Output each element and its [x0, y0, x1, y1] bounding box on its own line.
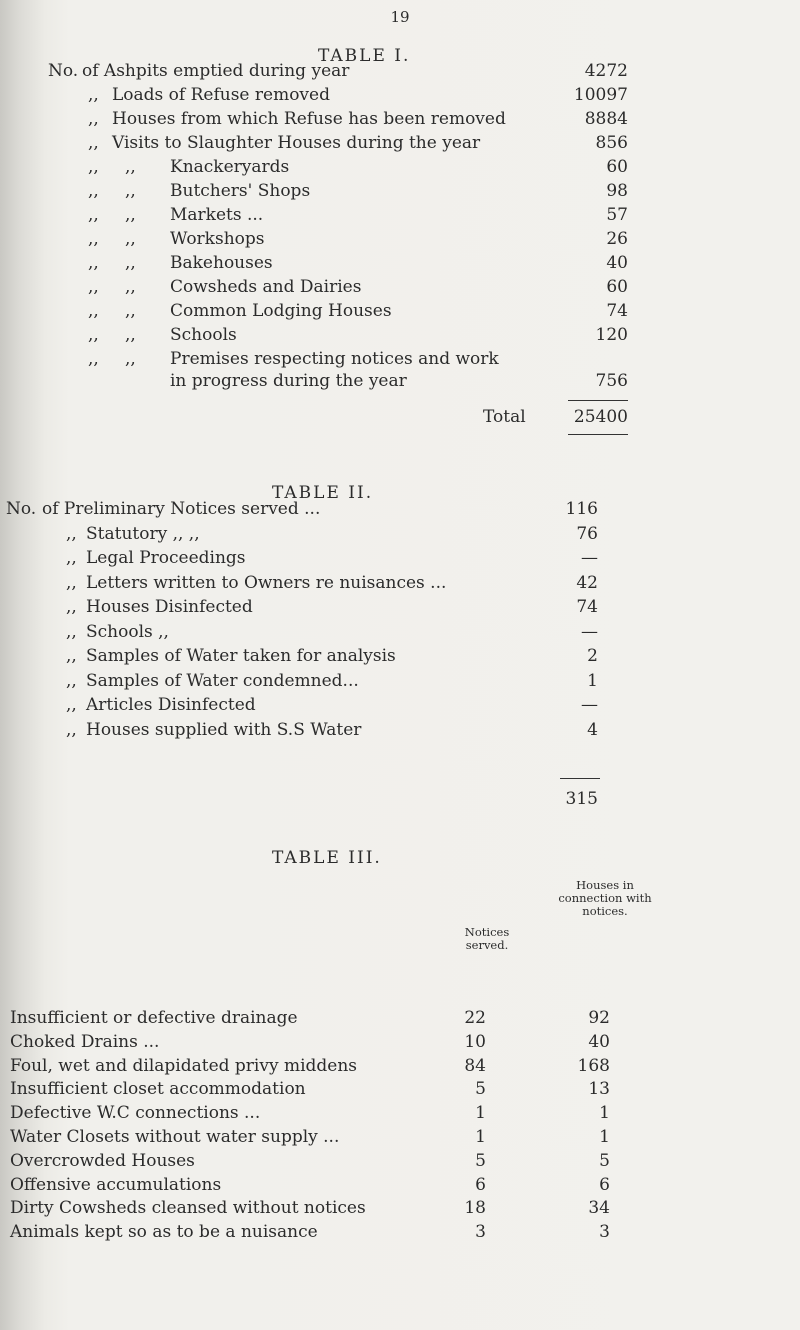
table3-row: [0, 1102, 800, 1126]
table1-row: [0, 370, 800, 394]
row-prefix: ,,: [88, 205, 99, 225]
table1-rule-bottom: [568, 434, 628, 435]
row-value: —: [581, 695, 598, 715]
table2-row: [0, 645, 800, 669]
row-label: of Ashpits emptied during year: [82, 61, 350, 81]
row-prefix-2: ,,: [125, 157, 136, 177]
row-prefix-2: ,,: [125, 349, 136, 369]
table2-row: [0, 523, 800, 547]
row-prefix: ,,: [88, 229, 99, 249]
row-prefix-2: ,,: [125, 253, 136, 273]
row-label: Choked Drains ...: [10, 1031, 160, 1052]
table2-row: [0, 596, 800, 620]
row-label: Dirty Cowsheds cleansed without notices: [10, 1198, 366, 1219]
row-value: 60: [606, 277, 628, 297]
table3-col1-header: Notices served.: [464, 925, 510, 952]
row-value: 2: [587, 646, 598, 666]
table3-col2-header: Houses in connection with notices.: [558, 878, 652, 918]
table1-row: [0, 324, 800, 348]
row-prefix: ,,: [66, 695, 77, 715]
row-value: 120: [595, 325, 628, 345]
row-label: Samples of Water condemned...: [86, 670, 359, 691]
row-label: Houses supplied with S.S Water: [86, 719, 362, 740]
row-prefix: ,,: [66, 597, 77, 617]
notices-value: 1: [475, 1103, 486, 1124]
row-value: 1: [587, 670, 598, 691]
row-label: Knackeryards: [170, 157, 290, 177]
row-value: —: [581, 621, 598, 642]
row-prefix: ,,: [88, 133, 99, 153]
notices-value: 6: [475, 1174, 486, 1195]
table3-row: [0, 1031, 800, 1055]
table1-total-row: [0, 406, 800, 430]
row-prefix: ,,: [66, 523, 77, 544]
row-prefix: No.: [48, 61, 79, 81]
row-label: Samples of Water taken for analysis: [86, 646, 396, 666]
table1-row: [0, 84, 800, 108]
row-label: Visits to Slaughter Houses during the year: [112, 133, 481, 153]
row-value: 98: [606, 181, 628, 201]
table2-row: [0, 498, 800, 522]
houses-value: 40: [588, 1031, 610, 1052]
row-label: Markets ...: [170, 205, 264, 225]
row-value: 57: [606, 205, 628, 225]
table3-row: [0, 1055, 800, 1079]
row-prefix: No.: [6, 499, 37, 519]
table3-row: [0, 1126, 800, 1150]
row-value: 74: [606, 301, 628, 321]
row-value: 116: [565, 499, 598, 519]
row-prefix-2: ,,: [125, 181, 136, 201]
row-label: Offensive accumulations: [10, 1174, 222, 1195]
table3-row: [0, 1007, 800, 1031]
table1-row: [0, 348, 800, 372]
row-label: Letters written to Owners re nuisances ...: [86, 572, 447, 593]
houses-value: 34: [588, 1198, 610, 1219]
row-label: Legal Proceedings: [86, 548, 246, 568]
table1-row: [0, 156, 800, 180]
row-prefix: ,,: [88, 301, 99, 321]
houses-value: 3: [599, 1222, 610, 1243]
table2-total-value: 315: [565, 789, 598, 809]
table3-title: TABLE III.: [272, 848, 382, 868]
row-value: 76: [576, 523, 598, 544]
table2-row: [0, 621, 800, 645]
table1-row: [0, 108, 800, 132]
row-value: 74: [576, 597, 598, 617]
row-prefix: ,,: [88, 85, 99, 105]
row-label: Houses from which Refuse has been removed: [112, 109, 506, 129]
notices-value: 5: [475, 1079, 486, 1100]
table1-total-value: 25400: [573, 407, 628, 427]
row-label: Common Lodging Houses: [170, 301, 392, 321]
row-value: 4: [587, 719, 598, 740]
row-value: 42: [576, 572, 598, 593]
notices-value: 10: [464, 1031, 486, 1052]
table3-row: [0, 1221, 800, 1245]
table3-row: [0, 1078, 800, 1102]
row-value: 756: [595, 371, 628, 391]
table1-total-label: Total: [483, 407, 526, 427]
row-label: Schools ,,: [86, 621, 169, 642]
row-prefix-2: ,,: [125, 301, 136, 321]
table2-row: [0, 694, 800, 718]
row-value: 26: [606, 229, 628, 249]
notices-value: 5: [475, 1150, 486, 1171]
row-prefix: ,,: [88, 109, 99, 129]
row-prefix: ,,: [66, 548, 77, 568]
table1-title: TABLE I.: [318, 46, 411, 66]
notices-value: 3: [475, 1222, 486, 1243]
row-value: 8884: [584, 109, 628, 129]
row-value: —: [581, 548, 598, 568]
houses-value: 13: [588, 1079, 610, 1100]
table1-row: [0, 252, 800, 276]
row-prefix: ,,: [88, 181, 99, 201]
row-prefix: ,,: [88, 349, 99, 369]
table1-row: [0, 60, 800, 84]
houses-value: 5: [599, 1150, 610, 1171]
table1-rule-top: [568, 400, 628, 401]
table3-row: [0, 1150, 800, 1174]
row-prefix: ,,: [88, 157, 99, 177]
row-label: Insufficient or defective drainage: [10, 1008, 298, 1028]
notices-value: 22: [464, 1008, 486, 1028]
houses-value: 1: [599, 1103, 610, 1124]
row-label: Statutory ,, ,,: [86, 523, 200, 544]
notices-value: 18: [464, 1198, 486, 1219]
row-label: Foul, wet and dilapidated privy middens: [10, 1055, 358, 1076]
row-label: Animals kept so as to be a nuisance: [10, 1222, 318, 1243]
table3-row: [0, 1174, 800, 1198]
table1-row: [0, 228, 800, 252]
table2-row: [0, 670, 800, 694]
row-prefix-2: ,,: [125, 229, 136, 249]
row-label: Water Closets without water supply ...: [10, 1127, 340, 1147]
row-prefix: ,,: [66, 670, 77, 691]
row-label: Houses Disinfected: [86, 597, 253, 617]
row-label: Premises respecting notices and work: [170, 349, 499, 369]
row-prefix-2: ,,: [125, 277, 136, 297]
houses-value: 1: [599, 1127, 610, 1147]
table2-row: [0, 547, 800, 571]
row-prefix: ,,: [66, 646, 77, 666]
row-label: Cowsheds and Dairies: [170, 277, 362, 297]
table2-row: [0, 719, 800, 743]
page-number: 19: [390, 8, 410, 26]
table2-rule: [560, 778, 600, 779]
row-prefix: ,,: [66, 621, 77, 642]
row-label: Loads of Refuse removed: [112, 85, 330, 105]
row-label: Defective W.C connections ...: [10, 1103, 261, 1124]
table1-row: [0, 132, 800, 156]
row-prefix: ,,: [88, 325, 99, 345]
table1-row: [0, 180, 800, 204]
row-label: Articles Disinfected: [86, 695, 256, 715]
row-value: 40: [606, 253, 628, 273]
row-prefix: ,,: [88, 277, 99, 297]
row-prefix: ,,: [66, 572, 77, 593]
row-prefix-2: ,,: [125, 325, 136, 345]
row-value: 856: [595, 133, 628, 153]
table2-total-row: [0, 788, 800, 812]
row-label: Schools: [170, 325, 237, 345]
row-prefix: ,,: [88, 253, 99, 273]
row-value: 60: [606, 157, 628, 177]
row-label: in progress during the year: [170, 371, 407, 391]
table1-row: [0, 204, 800, 228]
notices-value: 1: [475, 1127, 486, 1147]
row-prefix-2: ,,: [125, 205, 136, 225]
table2-row: [0, 572, 800, 596]
row-value: 10097: [573, 85, 628, 105]
houses-value: 168: [577, 1055, 610, 1076]
row-label: Butchers' Shops: [170, 181, 311, 201]
row-label: Bakehouses: [170, 253, 273, 273]
row-label: of Preliminary Notices served ...: [42, 499, 321, 519]
table1-row: [0, 300, 800, 324]
houses-value: 92: [588, 1008, 610, 1028]
table2-title: TABLE II.: [272, 483, 374, 503]
row-label: Insufficient closet accommodation: [10, 1079, 306, 1100]
row-prefix: ,,: [66, 719, 77, 740]
notices-value: 84: [464, 1055, 486, 1076]
row-label: Overcrowded Houses: [10, 1150, 195, 1171]
row-value: 4272: [584, 61, 628, 81]
houses-value: 6: [599, 1174, 610, 1195]
row-label: Workshops: [170, 229, 265, 249]
table3-row: [0, 1197, 800, 1221]
table1-row: [0, 276, 800, 300]
